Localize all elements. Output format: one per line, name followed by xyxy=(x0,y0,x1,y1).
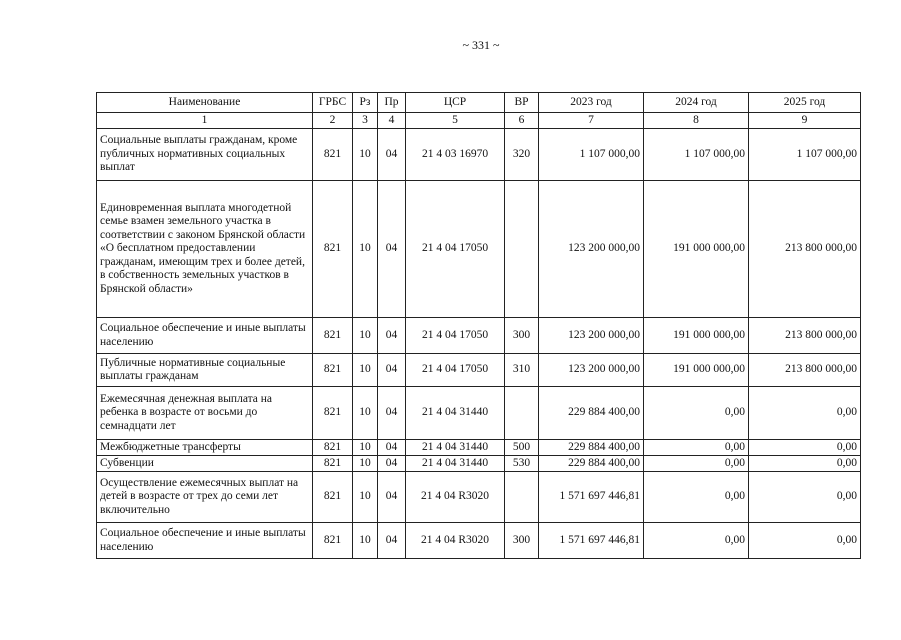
header-csr: ЦСР xyxy=(406,93,505,113)
row-grbs: 821 xyxy=(313,181,353,318)
row-vr xyxy=(505,472,539,523)
row-2025: 213 800 000,00 xyxy=(749,318,861,354)
header-2025: 2025 год xyxy=(749,93,861,113)
row-2024: 0,00 xyxy=(644,387,749,440)
row-2024: 0,00 xyxy=(644,456,749,472)
row-vr xyxy=(505,387,539,440)
row-2023: 123 200 000,00 xyxy=(539,318,644,354)
row-vr: 310 xyxy=(505,354,539,387)
row-pr: 04 xyxy=(378,456,406,472)
column-number: 5 xyxy=(406,113,505,129)
row-vr: 530 xyxy=(505,456,539,472)
header-2023: 2023 год xyxy=(539,93,644,113)
column-number: 2 xyxy=(313,113,353,129)
row-rz: 10 xyxy=(353,181,378,318)
row-2023: 1 571 697 446,81 xyxy=(539,523,644,559)
row-rz: 10 xyxy=(353,129,378,181)
row-rz: 10 xyxy=(353,456,378,472)
column-number: 3 xyxy=(353,113,378,129)
row-2024: 0,00 xyxy=(644,472,749,523)
row-grbs: 821 xyxy=(313,318,353,354)
row-vr: 320 xyxy=(505,129,539,181)
row-2024: 191 000 000,00 xyxy=(644,318,749,354)
table-row xyxy=(97,318,861,354)
row-rz: 10 xyxy=(353,440,378,456)
row-2025: 0,00 xyxy=(749,387,861,440)
header-grbs: ГРБС xyxy=(313,93,353,113)
row-2023: 1 107 000,00 xyxy=(539,129,644,181)
row-name: Субвенции xyxy=(97,456,313,472)
row-vr: 300 xyxy=(505,318,539,354)
row-2023: 123 200 000,00 xyxy=(539,181,644,318)
budget-table xyxy=(96,92,861,559)
row-pr: 04 xyxy=(378,387,406,440)
row-name: Социальные выплаты гражданам, кроме публичных нормативных социальных выплат xyxy=(97,129,313,181)
row-csr: 21 4 04 31440 xyxy=(406,440,505,456)
row-grbs: 821 xyxy=(313,354,353,387)
row-name: Единовременная выплата многодетной семье взамен земельного участка в соответствии с законом Брянской области «О бесплатном предоставлении гражданам, имеющим трех и более детей, в собственность земельных участков в Брянской области» xyxy=(97,181,313,318)
row-name: Публичные нормативные социальные выплаты гражданам xyxy=(97,354,313,387)
row-vr: 500 xyxy=(505,440,539,456)
row-2023: 123 200 000,00 xyxy=(539,354,644,387)
row-csr: 21 4 04 17050 xyxy=(406,318,505,354)
row-grbs: 821 xyxy=(313,440,353,456)
row-csr: 21 4 04 17050 xyxy=(406,354,505,387)
table-row xyxy=(97,354,861,387)
table-row xyxy=(97,387,861,440)
page-number: ~ 331 ~ xyxy=(462,38,500,52)
row-pr: 04 xyxy=(378,523,406,559)
column-number: 7 xyxy=(539,113,644,129)
row-csr: 21 4 04 31440 xyxy=(406,387,505,440)
header-pr: Пр xyxy=(378,93,406,113)
table-row xyxy=(97,472,861,523)
row-csr: 21 4 04 R3020 xyxy=(406,523,505,559)
header-2024: 2024 год xyxy=(644,93,749,113)
table-row xyxy=(97,456,861,472)
row-vr xyxy=(505,181,539,318)
column-number: 9 xyxy=(749,113,861,129)
table-row xyxy=(97,129,861,181)
row-pr: 04 xyxy=(378,129,406,181)
row-name: Ежемесячная денежная выплата на ребенка в возрасте от восьми до семнадцати лет xyxy=(97,387,313,440)
header-rz: Рз xyxy=(353,93,378,113)
table-row xyxy=(97,440,861,456)
row-2024: 0,00 xyxy=(644,523,749,559)
row-csr: 21 4 03 16970 xyxy=(406,129,505,181)
row-grbs: 821 xyxy=(313,129,353,181)
row-rz: 10 xyxy=(353,318,378,354)
row-csr: 21 4 04 17050 xyxy=(406,181,505,318)
row-pr: 04 xyxy=(378,318,406,354)
row-pr: 04 xyxy=(378,354,406,387)
row-2023: 229 884 400,00 xyxy=(539,440,644,456)
header-vr: ВР xyxy=(505,93,539,113)
row-csr: 21 4 04 R3020 xyxy=(406,472,505,523)
table-row xyxy=(97,181,861,318)
row-2023: 229 884 400,00 xyxy=(539,456,644,472)
row-pr: 04 xyxy=(378,440,406,456)
row-2025: 0,00 xyxy=(749,440,861,456)
row-2023: 229 884 400,00 xyxy=(539,387,644,440)
row-2024: 0,00 xyxy=(644,440,749,456)
row-name: Социальное обеспечение и иные выплаты населению xyxy=(97,318,313,354)
row-name: Межбюджетные трансферты xyxy=(97,440,313,456)
row-rz: 10 xyxy=(353,472,378,523)
row-rz: 10 xyxy=(353,354,378,387)
column-number-row xyxy=(97,113,861,129)
row-2025: 213 800 000,00 xyxy=(749,354,861,387)
row-name: Осуществление ежемесячных выплат на детей в возрасте от трех до семи лет включительно xyxy=(97,472,313,523)
row-2024: 191 000 000,00 xyxy=(644,181,749,318)
row-2025: 0,00 xyxy=(749,472,861,523)
column-number: 6 xyxy=(505,113,539,129)
row-csr: 21 4 04 31440 xyxy=(406,456,505,472)
row-grbs: 821 xyxy=(313,387,353,440)
row-name: Социальное обеспечение и иные выплаты населению xyxy=(97,523,313,559)
row-2025: 213 800 000,00 xyxy=(749,181,861,318)
row-2023: 1 571 697 446,81 xyxy=(539,472,644,523)
row-rz: 10 xyxy=(353,387,378,440)
row-grbs: 821 xyxy=(313,523,353,559)
row-pr: 04 xyxy=(378,181,406,318)
column-number: 4 xyxy=(378,113,406,129)
row-grbs: 821 xyxy=(313,472,353,523)
row-2025: 1 107 000,00 xyxy=(749,129,861,181)
header-name: Наименование xyxy=(97,93,313,113)
row-rz: 10 xyxy=(353,523,378,559)
table-row xyxy=(97,523,861,559)
row-2025: 0,00 xyxy=(749,456,861,472)
row-grbs: 821 xyxy=(313,456,353,472)
row-2024: 1 107 000,00 xyxy=(644,129,749,181)
row-2024: 191 000 000,00 xyxy=(644,354,749,387)
row-pr: 04 xyxy=(378,472,406,523)
column-number: 1 xyxy=(97,113,313,129)
row-vr: 300 xyxy=(505,523,539,559)
row-2025: 0,00 xyxy=(749,523,861,559)
header-row xyxy=(97,93,861,113)
column-number: 8 xyxy=(644,113,749,129)
